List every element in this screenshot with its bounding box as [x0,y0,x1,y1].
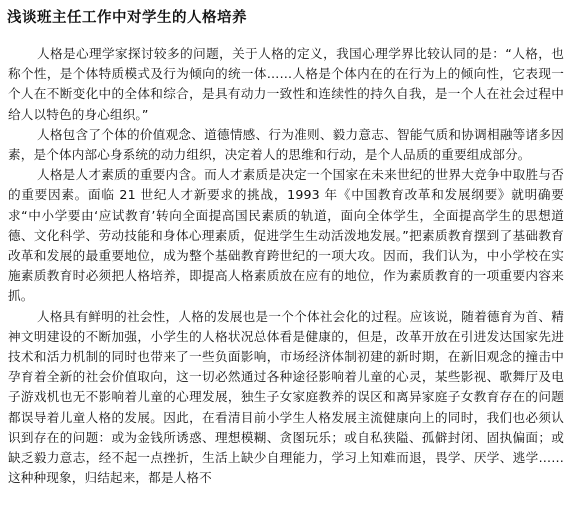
paragraph: 人格具有鲜明的社会性，人格的发展也是一个个体社会化的过程。应该说，随着德育为首、精神文明建设的不断加强，小学生的人格状况总体看是健康的，但是，改革开放在引进发达国家先进技术和活力机制的同时也带来了一些负面影响，市场经济体制初建的新时期，在新旧观念的撞击中孕育着全新的社会价值取向，这一切必然通过各种途径影响着儿童的心灵，某些影视、歌舞厅及电子游戏机也无不影响着儿童的心理发展，独生子女家庭教养的误区和离异家庭子女教育存在的问题都误导着儿童人格的发展。因此，在看清目前小学生人格发展主流健康向上的同时，我们也必须认识到存在的问题：或为金钱所诱惑、理想模糊、贪图玩乐；或自私狭隘、孤僻封闭、固执偏面；或缺乏毅力意志，经不起一点挫折，生活上缺少自理能力，学习上知难而退，畏学、厌学、逃学……这种种现象，归结起来，都是人格不 [8,308,564,486]
paragraph: 人格包含了个体的价值观念、道德情感、行为准则、毅力意志、智能气质和协调相融等诸多因素，是个体内部心身系统的动力组织，决定着人的思维和行动，是个人品质的重要组成部分。 [8,126,564,163]
document-body [8,44,564,488]
paragraph: 人格是人才素质的重要内含。而人才素质是决定一个国家在未来世纪的世界大竞争中取胜与否的重要因素。面临 21 世纪人才新要求的挑战，1993 年《中国教育改革和发展纲要》就明确要求“中小学要由‘应试教育’转向全面提高国民素质的轨道，面向全体学生，全面提高学生的思想道德、文化科学、劳动技能和身体心理素质，促进学生生动活泼地发展。”把素质教育摆到了基础教育改革和发展的最重要地位，成为整个基础教育跨世纪的一项大攻。因而，我们认为，中小学校在实施素质教育时必须把人格培养，即提高人格素质放在应有的地位，作为素质教育的一项重要内容来抓。 [8,167,564,304]
document-title: 浅谈班主任工作中对学生的人格培养 [7,10,247,26]
paragraph: 人格是心理学家探讨较多的问题，关于人格的定义，我国心理学界比较认同的是：“人格，也称个性，是个体特质模式及行为倾向的统一体……人格是个体内在的在行为上的倾向性，它表现一个人在不断变化中的全体和综合，是具有动力一致性和连续性的持久自我，是一个人在社会过程中给人以特色的身心组织。” [8,46,564,122]
